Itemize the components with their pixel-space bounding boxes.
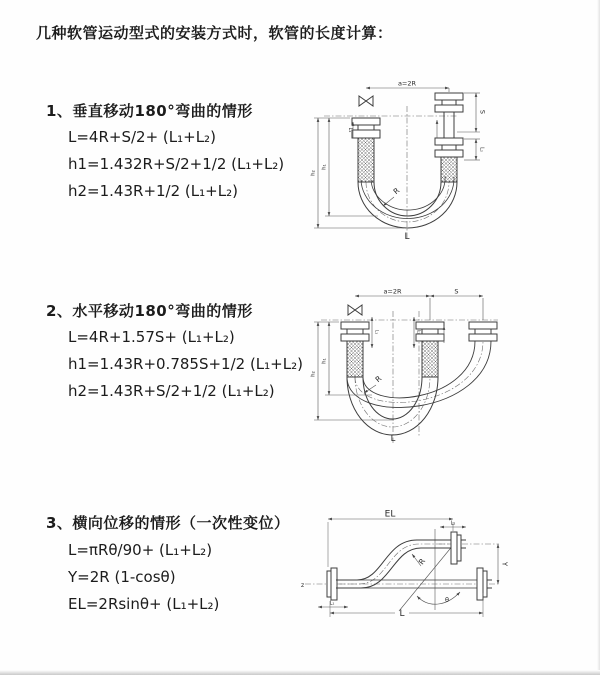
section-3-formulas: [68, 537, 219, 618]
flange: [341, 322, 369, 329]
flange: [352, 130, 380, 138]
flange: [457, 535, 461, 561]
radius-label: R: [391, 185, 402, 197]
flange: [435, 150, 463, 157]
hose-u-bend: [358, 176, 457, 228]
dim-label-l1: L₁: [347, 127, 353, 133]
formula-line: L=4R+S/2+ (L₁+L₂): [68, 128, 216, 146]
section-1-heading: 1、垂直移动180°弯曲的情形: [46, 102, 253, 120]
formula-line: h1=1.432R+S/2+1/2 (L₁+L₂): [68, 155, 285, 173]
flange: [416, 334, 444, 341]
flange: [435, 138, 463, 145]
flange: [341, 334, 369, 341]
formula-line: Y=2R (1-cosθ): [68, 568, 176, 586]
braided-hose: [441, 157, 457, 182]
page-title: 几种软管运动型式的安装方式时，软管的长度计算：: [36, 24, 393, 42]
formula-line: h2=1.43R+1/2 (L₁+L₂): [68, 182, 238, 200]
flange: [469, 334, 497, 341]
valve-icon: [366, 96, 373, 106]
hose-s-curve: [336, 540, 451, 588]
flange: [352, 118, 380, 125]
dim-label-h2: h₂: [310, 170, 317, 176]
flange: [451, 532, 457, 564]
diagram-lateral-displacement: [299, 509, 519, 627]
braided-hose: [422, 341, 438, 377]
flange: [483, 571, 487, 597]
section-2-formulas: [68, 324, 303, 405]
radius-label: R: [373, 373, 384, 385]
dim-label-l2: L₂: [415, 329, 421, 335]
section-3-heading: 3、横向位移的情形（一次性变位）: [46, 514, 290, 532]
diagram-vertical-180-bend: [306, 76, 506, 244]
dimension-lines: [314, 296, 483, 420]
length-label: L: [390, 434, 396, 444]
flange: [327, 571, 331, 597]
valve-icon: [355, 305, 362, 315]
flange: [435, 93, 463, 100]
length-label: L: [399, 609, 405, 619]
formula-line: L=4R+1.57S+ (L₁+L₂): [68, 328, 235, 346]
dim-label-s: S: [454, 287, 459, 296]
flange-neck: [442, 145, 456, 150]
scan-edge-bottom: [0, 670, 600, 675]
angle-arc: [417, 592, 460, 604]
section-1-formulas: [68, 124, 284, 205]
flange-neck: [422, 329, 438, 334]
dim-label-h1: h₁: [321, 164, 328, 170]
flange-neck: [442, 100, 456, 105]
dim-label-h2: h₂: [310, 371, 317, 377]
flange-neck: [358, 125, 374, 130]
braided-hose: [347, 341, 363, 377]
dim-label-h1: h₁: [321, 358, 328, 364]
diagram-horizontal-180-bend: [306, 281, 516, 449]
datum-mark: z: [301, 582, 305, 589]
dim-label-l2: L₂: [478, 147, 485, 152]
formula-line: h2=1.43R+S/2+1/2 (L₁+L₂): [68, 382, 275, 400]
dim-label-y: Y: [500, 561, 509, 567]
valve-icon: [359, 96, 366, 106]
flange: [331, 568, 337, 600]
valve-icon: [348, 305, 355, 315]
dim-label-l2: L₂: [450, 520, 456, 527]
flange: [469, 322, 497, 329]
angle-label: θ: [445, 596, 449, 604]
section-2-heading: 2、水平移动180°弯曲的情形: [46, 302, 253, 320]
dim-label-l1: L₁: [373, 329, 379, 335]
dim-label-el: EL: [384, 509, 396, 520]
dim-label-l1: L₁: [329, 600, 335, 607]
dim-label-s: S: [478, 109, 487, 115]
formula-line: h1=1.43R+0.785S+1/2 (L₁+L₂): [68, 355, 303, 373]
flange: [435, 105, 463, 112]
formula-line: L=πRθ/90+ (L₁+L₂): [68, 541, 213, 559]
flange-neck: [347, 329, 363, 334]
radius-label: R: [416, 556, 428, 567]
formula-line: EL=2Rsinθ+ (L₁+L₂): [68, 595, 220, 613]
hose-assembly: [352, 93, 463, 228]
braided-hose: [358, 138, 374, 182]
flange-neck: [475, 329, 491, 334]
dim-label-a2r: a=2R: [397, 79, 417, 88]
dimension-lines: [318, 519, 498, 617]
flange: [477, 568, 483, 600]
dim-label-a2r: a=2R: [383, 287, 402, 296]
flange: [416, 322, 444, 329]
length-label: L: [404, 232, 410, 242]
radius-arrow: [383, 197, 394, 206]
hose-assembly: [327, 532, 492, 600]
